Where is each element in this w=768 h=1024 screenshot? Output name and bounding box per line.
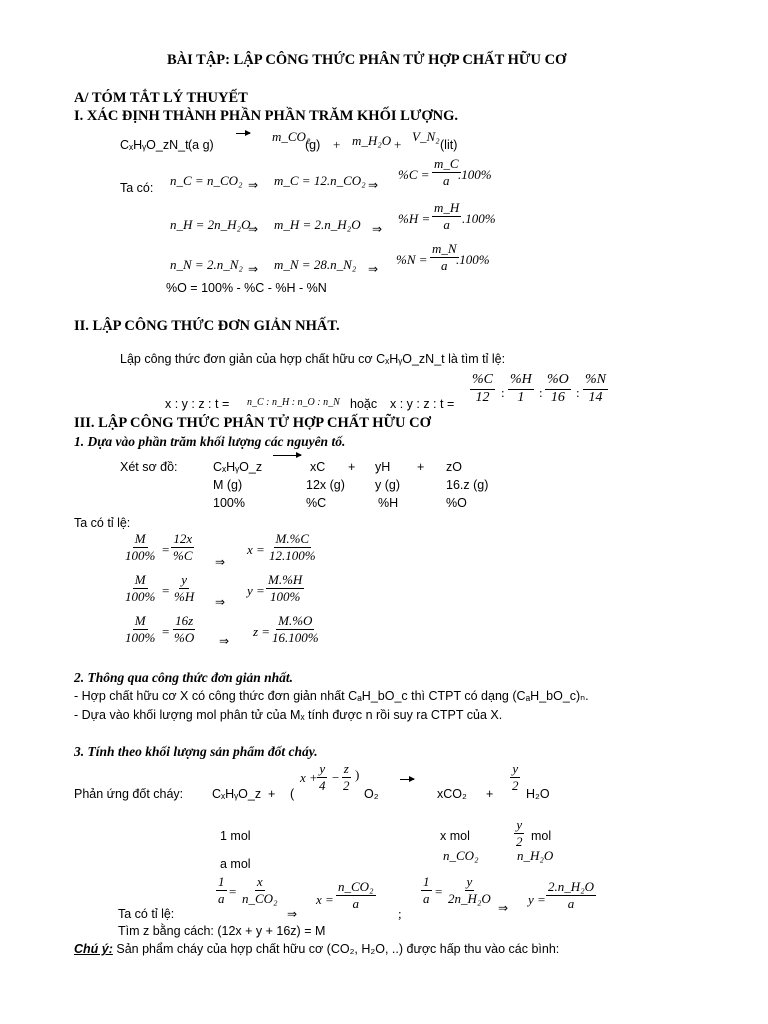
part-a-heading: A/ TÓM TẮT LÝ THUYẾT (74, 90, 248, 106)
equals: = (162, 624, 170, 639)
find-z: Tìm z bằng cách: (12x + y + 16z) = M (118, 924, 326, 938)
semicolon: ; (398, 906, 402, 921)
percent-n-rhs: .100% (456, 252, 490, 267)
ratio-label: x : y : z : t = (390, 397, 455, 411)
scheme-reactant: CₓHᵧO_z (213, 460, 263, 474)
carbon-dioxide: xCO₂ (437, 787, 467, 801)
one-over-a-2: $\frac{1}{a}$ (423, 874, 430, 906)
ratio-fraction-o: $\frac{\%O}{16}$ (547, 372, 569, 405)
prop-x-fraction: $\frac{12x}{\%C}$ (173, 531, 193, 563)
gram-unit: (g) (305, 138, 321, 152)
combustion-arrow (400, 779, 414, 780)
plus-sign: + (417, 460, 425, 474)
subsection-3-heading: 3. Tính theo khối lượng sản phẩm đốt cháy. (74, 744, 318, 759)
x-mol: x mol (440, 829, 470, 843)
y-lhs-final: y = (528, 892, 546, 907)
subsection-1-heading: 1. Dựa vào phần trăm khối lượng các nguyên tố. (74, 434, 346, 449)
n-h2o: n_H₂O (517, 848, 554, 863)
implies-arrow: ⇒ (287, 907, 298, 921)
implies-arrow: ⇒ (498, 901, 509, 915)
percent-c-lhs: %C = (398, 167, 430, 182)
one-over-a: $\frac{1}{a}$ (218, 874, 225, 906)
prop-y-fraction: $\frac{y}{\%H}$ (174, 572, 195, 604)
section-1-heading: I. XÁC ĐỊNH THÀNH PHẦN PHẦN TRĂM KHỐI LƯỢNG. (74, 108, 458, 124)
y-over-2-mol: $\frac{y}{2}$ (516, 817, 523, 849)
x-fraction: $\frac{M.\%C}{12.100\%}$ (269, 531, 316, 563)
x-lhs-final: x = (316, 892, 334, 907)
section-2-text: Lập công thức đơn giản của hợp chất hữu cơ CₓHᵧO_zN_t là tìm tỉ lệ: (120, 352, 506, 366)
colon: : (539, 385, 543, 400)
z-fraction: $\frac{M.\%O}{16.100\%}$ (272, 613, 319, 645)
formula-nn: n_N = 2.n_N₂ (170, 257, 243, 272)
percent-n-fraction: $\frac{m\_N}{a}$ (432, 241, 457, 273)
equals: = (435, 884, 443, 899)
percent-c-rhs: .100% (458, 167, 492, 182)
percent-h-rhs: .100% (462, 211, 496, 226)
scheme-arrow (273, 455, 301, 456)
plus-sign: + (333, 137, 341, 152)
plus-sign: + (268, 787, 276, 801)
ratio-fraction-n: $\frac{\%N}{14}$ (585, 372, 606, 405)
prop-z-fraction: $\frac{16z}{\%O}$ (174, 613, 195, 645)
y-final-fraction: $\frac{\text{2.n\_H₂O}}{a}$ (548, 879, 595, 911)
implies-arrow: ⇒ (368, 178, 379, 192)
scheme-product-h: yH (375, 460, 391, 474)
implies-arrow: ⇒ (248, 262, 259, 276)
mole-ratio: n_C : n_H : n_O : n_N (247, 397, 340, 408)
pct-h: %H (378, 496, 399, 510)
a-mol: a mol (220, 857, 251, 871)
reaction-arrow (236, 133, 250, 134)
prop-m-fraction: $\frac{M}{100\%}$ (125, 531, 156, 563)
pct-o: %O (446, 496, 467, 510)
prop-m-fraction: $\frac{M}{100\%}$ (125, 572, 156, 604)
combustion-reactant: CₓHᵧO_z (212, 787, 262, 801)
x-lhs: x = (247, 542, 265, 557)
m-h2o: m_H₂O (352, 133, 392, 148)
percent-c-fraction: $\frac{m\_C}{a}$ (434, 156, 459, 188)
scheme-lead: Xét sơ đồ: (120, 460, 178, 474)
y-over-4: $\frac{y}{4}$ (319, 761, 326, 793)
prop-m-fraction: $\frac{M}{100\%}$ (125, 613, 156, 645)
ta-co-ti-le: Ta có tỉ lệ: (118, 907, 175, 921)
section-2-heading: II. LẬP CÔNG THỨC ĐƠN GIẢN NHẤT. (74, 318, 340, 334)
percent-n-lhs: %N = (396, 252, 428, 267)
subsection-2-line-1: - Hợp chất hữu cơ X có công thức đơn giản nhất CₐH_bO_c thì CTPT có dạng (CₐH_bO_c)ₙ. (74, 689, 589, 703)
mass-c: 12x (g) (306, 478, 345, 492)
x-final-fraction: $\frac{\text{n\_CO₂}}{a}$ (338, 879, 374, 911)
combustion-lead: Phản ứng đốt cháy: (74, 787, 184, 801)
implies-arrow: ⇒ (248, 178, 259, 192)
ratio-lead: Ta có tỉ lệ: (74, 516, 131, 530)
y-lhs: y = (247, 583, 265, 598)
mass-h: y (g) (375, 478, 400, 492)
percent-h-fraction: $\frac{m\_H}{a}$ (434, 200, 460, 232)
x-plus: x + (300, 770, 318, 785)
subsection-2-heading: 2. Thông qua công thức đơn giản nhất. (74, 670, 294, 685)
note-label: Chú ý: (74, 942, 113, 956)
equals: = (162, 542, 170, 557)
ratio-label: x : y : z : t = (165, 397, 230, 411)
y-over-2: $\frac{y}{2}$ (512, 761, 519, 793)
formula-mn: m_N = 28.n_N₂ (274, 257, 357, 272)
section-3-heading: III. LẬP CÔNG THỨC PHÂN TỬ HỢP CHẤT HỮU CƠ (74, 415, 431, 431)
implies-arrow: ⇒ (215, 595, 226, 609)
formula-mc: m_C = 12.n_CO₂ (274, 173, 366, 188)
n-co2: n_CO₂ (443, 848, 479, 863)
oxygen: O₂ (364, 787, 379, 801)
ratio-fraction-c: $\frac{\%C}{12}$ (472, 372, 493, 405)
x-over-nco2: $\frac{x}{\text{n\_CO₂}}$ (242, 874, 278, 906)
plus-sign: + (486, 787, 494, 801)
liter-unit: (lit) (440, 138, 458, 152)
page-title: BÀI TẬP: LẬP CÔNG THỨC PHÂN TỬ HỢP CHẤT HỮU CƠ (167, 52, 567, 68)
z-over-2: $\frac{z}{2}$ (343, 761, 350, 793)
pct-reactant: 100% (213, 496, 245, 510)
formula-nh: n_H = 2n_H₂O (170, 217, 251, 232)
plus-sign: + (348, 460, 356, 474)
minus-sign: − (332, 770, 340, 785)
or-text: hoặc (350, 397, 378, 411)
percent-o-formula: %O = 100% - %C - %H - %N (166, 281, 327, 295)
pct-c: %C (306, 496, 327, 510)
colon: : (501, 385, 505, 400)
colon: : (576, 385, 580, 400)
water: H₂O (526, 787, 550, 801)
implies-arrow: ⇒ (372, 222, 383, 236)
note-text: Sản phẩm cháy của hợp chất hữu cơ (CO₂, H₂O, ..) được hấp thu vào các bình: (116, 942, 560, 956)
reactant-amount: (a g) (188, 138, 214, 152)
scheme-product-c: xC (310, 460, 326, 474)
mass-reactant: M (g) (213, 478, 243, 492)
equals: = (162, 583, 170, 598)
formula-nc: n_C = n_CO₂ (170, 173, 243, 188)
v-n2: V_N₂ (412, 129, 440, 144)
open-paren: ( (290, 787, 295, 801)
percent-h-lhs: %H = (398, 211, 431, 226)
note (74, 942, 559, 956)
subsection-2-line-2: - Dựa vào khối lượng mol phân tử của Mₓ tính được n rồi suy ra CTPT của X. (74, 708, 503, 722)
formula-mh: m_H = 2.n_H₂O (274, 217, 361, 232)
scheme-product-o: zO (446, 460, 462, 474)
implies-arrow: ⇒ (248, 222, 259, 236)
reactant-formula: CₓHᵧO_zN_t (120, 138, 189, 152)
mol-label: mol (531, 829, 552, 843)
ratio-fraction-h: $\frac{\%H}{1}$ (510, 372, 532, 405)
one-mol: 1 mol (220, 829, 251, 843)
m-co2: m_CO₂ (272, 129, 311, 144)
close-paren: ) (355, 767, 360, 782)
z-lhs: z = (253, 624, 271, 639)
implies-arrow: ⇒ (368, 262, 379, 276)
equals: = (229, 884, 237, 899)
mass-o: 16.z (g) (446, 478, 489, 492)
implies-arrow: ⇒ (215, 555, 226, 569)
y-over-2nh2o: $\frac{y}{\text{2n\_H₂O}}$ (448, 874, 491, 906)
ta-co-label: Ta có: (120, 181, 154, 195)
implies-arrow: ⇒ (219, 634, 230, 648)
plus-sign: + (394, 137, 402, 152)
y-fraction: $\frac{M.\%H}{100\%}$ (268, 572, 303, 604)
